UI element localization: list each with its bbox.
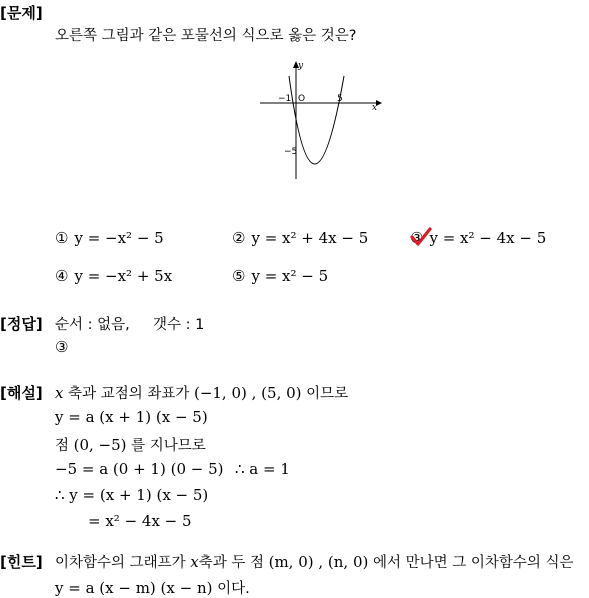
x-axis-label: x xyxy=(372,103,378,113)
answer-meta xyxy=(55,313,204,334)
checkmark-icon xyxy=(410,227,432,247)
option-1[interactable]: ① y = −x² − 5 xyxy=(55,229,164,247)
answer-value: ③ xyxy=(55,338,69,356)
y-tick-neg5: −5 xyxy=(284,147,298,157)
answer-order: 순서 : 없음, xyxy=(55,317,130,333)
option-5[interactable]: ⑤ y = x² − 5 xyxy=(232,267,329,285)
problem-label: [문제] xyxy=(0,4,43,22)
parabola-graph xyxy=(258,58,383,183)
explanation-line-5: ∴ y = (x + 1) (x − 5) xyxy=(55,486,209,504)
explanation-line-2: y = a (x + 1) (x − 5) xyxy=(55,408,208,426)
explanation-line-4: −5 = a (0 + 1) (0 − 5) xyxy=(55,460,224,478)
y-axis-label: y xyxy=(298,61,304,71)
explanation-label: [해설] xyxy=(0,384,43,402)
option-3[interactable]: ③ y = x² − 4x − 5 xyxy=(410,229,547,247)
explanation-line-3: 점 (0, −5) 를 지나므로 xyxy=(55,436,206,454)
hint-line-2: y = a (x − m) (x − n) 이다. xyxy=(55,579,250,597)
answer-label: [정답] xyxy=(0,315,43,333)
x-tick-5: 5 xyxy=(337,94,343,104)
option-4[interactable]: ④ y = −x² + 5x xyxy=(55,267,173,285)
explanation-line-1: x 축과 교점의 좌표가 (−1, 0) , (5, 0) 이므로 xyxy=(55,384,349,402)
option-2[interactable]: ② y = x² + 4x − 5 xyxy=(232,229,369,247)
explanation-line-6: = x² − 4x − 5 xyxy=(88,512,192,530)
x-tick-neg1: −1 xyxy=(278,94,292,104)
answer-count: 갯수 : 1 xyxy=(152,317,205,333)
hint-label: [힌트] xyxy=(0,553,43,571)
problem-question: 오른쪽 그림과 같은 포물선의 식으로 옳은 것은? xyxy=(55,28,357,44)
explanation-conclusion: ∴ a = 1 xyxy=(235,460,290,478)
origin-label: O xyxy=(298,94,306,104)
hint-line-1: 이차함수의 그래프가 x축과 두 점 (m, 0) , (n, 0) 에서 만나면 그 이차함수의 식은 xyxy=(55,553,574,571)
